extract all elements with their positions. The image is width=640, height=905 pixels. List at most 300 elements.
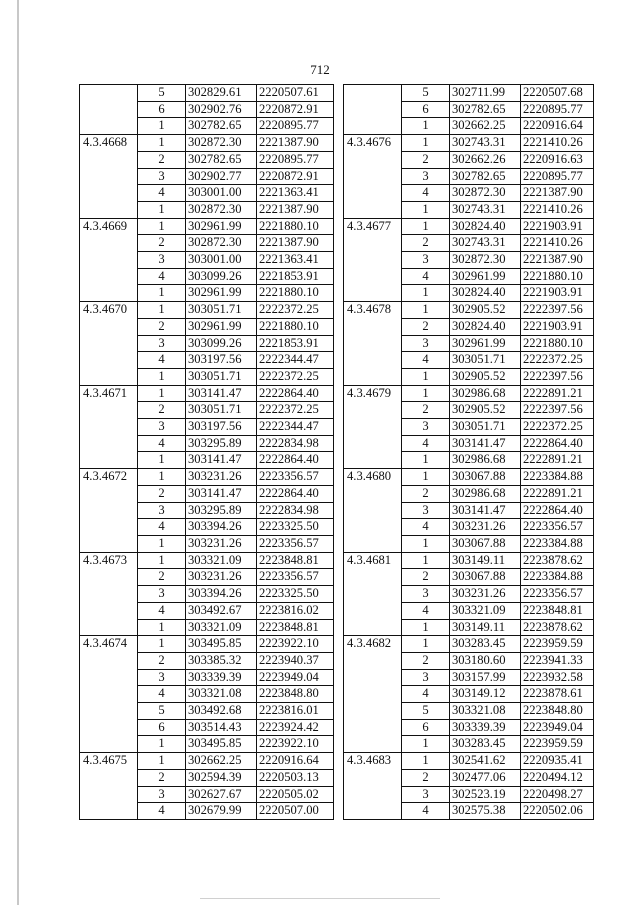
y-coordinate-cell: 2221387.90 [257,235,334,252]
table-row [344,352,594,369]
y-coordinate-cell: 2221387.90 [521,252,594,269]
point-number-cell: 1 [138,736,186,753]
plot-id-cell [80,185,138,202]
table-row [80,85,334,102]
plot-id-cell [80,519,138,536]
point-number-cell: 3 [402,586,450,603]
y-coordinate-cell: 2221880.10 [257,285,334,302]
y-coordinate-cell: 2222864.40 [257,452,334,469]
y-coordinate-cell: 2223922.10 [257,736,334,753]
y-coordinate-cell: 2223878.62 [521,619,594,636]
table-row [80,101,334,118]
y-coordinate-cell: 2221410.26 [521,135,594,152]
point-number-cell: 3 [138,502,186,519]
x-coordinate-cell: 303231.26 [450,586,521,603]
table-row [80,636,334,653]
x-coordinate-cell: 303394.26 [186,586,257,603]
plot-id-cell [80,368,138,385]
point-number-cell: 4 [138,803,186,820]
point-number-cell: 4 [402,519,450,536]
y-coordinate-cell: 2222344.47 [257,419,334,436]
table-row [344,335,594,352]
plot-id-cell [344,201,402,218]
plot-id-cell [344,185,402,202]
y-coordinate-cell: 2221903.91 [521,218,594,235]
x-coordinate-cell: 303051.71 [450,419,521,436]
table-row [80,368,334,385]
x-coordinate-cell: 303231.26 [450,519,521,536]
y-coordinate-cell: 2223932.58 [521,669,594,686]
table-row [344,552,594,569]
point-number-cell: 1 [138,552,186,569]
y-coordinate-cell: 2222891.21 [521,485,594,502]
x-coordinate-cell: 302743.31 [450,235,521,252]
point-number-cell: 1 [402,619,450,636]
y-coordinate-cell: 2223356.57 [257,469,334,486]
point-number-cell: 1 [402,385,450,402]
point-number-cell: 3 [402,419,450,436]
point-number-cell: 1 [402,135,450,152]
plot-id-cell [80,803,138,820]
y-coordinate-cell: 2220895.77 [521,101,594,118]
plot-id-cell [80,285,138,302]
y-coordinate-cell: 2222397.56 [521,368,594,385]
y-coordinate-cell: 2223356.57 [257,535,334,552]
plot-id-cell [344,85,402,102]
plot-id-cell [344,703,402,720]
y-coordinate-cell: 2220872.91 [257,168,334,185]
x-coordinate-cell: 302872.30 [450,185,521,202]
table-row [80,502,334,519]
y-coordinate-cell: 2221880.10 [257,218,334,235]
point-number-cell: 3 [138,669,186,686]
table-body-right [344,85,594,820]
x-coordinate-cell: 303149.11 [450,619,521,636]
point-number-cell: 4 [402,352,450,369]
plot-id-cell [344,419,402,436]
y-coordinate-cell: 2223356.57 [521,519,594,536]
plot-id-cell: 4.3.4673 [80,552,138,569]
plot-id-cell [80,703,138,720]
x-coordinate-cell: 303492.67 [186,602,257,619]
y-coordinate-cell: 2223878.62 [521,552,594,569]
point-number-cell: 1 [402,302,450,319]
y-coordinate-cell: 2221410.26 [521,201,594,218]
y-coordinate-cell: 2221387.90 [521,185,594,202]
plot-id-cell [344,118,402,135]
plot-id-cell [80,85,138,102]
x-coordinate-cell: 302872.30 [186,135,257,152]
point-number-cell: 2 [138,569,186,586]
point-number-cell: 2 [402,318,450,335]
plot-id-cell: 4.3.4675 [80,753,138,770]
x-coordinate-cell: 303157.99 [450,669,521,686]
plot-id-cell [344,535,402,552]
y-coordinate-cell: 2222864.40 [521,435,594,452]
x-coordinate-cell: 302905.52 [450,368,521,385]
point-number-cell: 4 [138,352,186,369]
x-coordinate-cell: 302905.52 [450,302,521,319]
table-row [80,419,334,436]
plot-id-cell [344,652,402,669]
x-coordinate-cell: 302961.99 [450,335,521,352]
table-row [80,703,334,720]
y-coordinate-cell: 2220916.64 [521,118,594,135]
table-row [344,435,594,452]
x-coordinate-cell: 303099.26 [186,335,257,352]
table-row [80,402,334,419]
table-row [80,318,334,335]
x-coordinate-cell: 302594.39 [186,769,257,786]
plot-id-cell [344,502,402,519]
table-row [344,652,594,669]
point-number-cell: 1 [138,535,186,552]
point-number-cell: 1 [138,302,186,319]
y-coordinate-cell: 2223940.37 [257,652,334,669]
table-row [344,419,594,436]
plot-id-cell: 4.3.4680 [344,469,402,486]
x-coordinate-cell: 302679.99 [186,803,257,820]
point-number-cell: 3 [402,669,450,686]
plot-id-cell: 4.3.4676 [344,135,402,152]
plot-id-cell [80,686,138,703]
plot-id-cell [344,519,402,536]
x-coordinate-cell: 302872.30 [186,235,257,252]
y-coordinate-cell: 2223941.33 [521,652,594,669]
x-coordinate-cell: 303141.47 [186,385,257,402]
table-row [344,769,594,786]
x-coordinate-cell: 303067.88 [450,569,521,586]
point-number-cell: 3 [402,335,450,352]
y-coordinate-cell: 2222834.98 [257,502,334,519]
table-row [344,569,594,586]
y-coordinate-cell: 2223922.10 [257,636,334,653]
x-coordinate-cell: 302782.65 [450,101,521,118]
point-number-cell: 6 [138,101,186,118]
table-row [80,302,334,319]
point-number-cell: 1 [402,452,450,469]
plot-id-cell [80,435,138,452]
point-number-cell: 2 [138,235,186,252]
scan-bottom-line [200,898,440,899]
table-row [80,168,334,185]
x-coordinate-cell: 302872.30 [186,201,257,218]
plot-id-cell [80,118,138,135]
y-coordinate-cell: 2220507.68 [521,85,594,102]
table-row [344,318,594,335]
point-number-cell: 5 [402,85,450,102]
x-coordinate-cell: 303321.09 [450,602,521,619]
point-number-cell: 5 [402,703,450,720]
plot-id-cell: 4.3.4671 [80,385,138,402]
table-row [80,201,334,218]
x-coordinate-cell: 302541.62 [450,753,521,770]
table-row [80,602,334,619]
x-coordinate-cell: 303149.12 [450,686,521,703]
x-coordinate-cell: 303295.89 [186,435,257,452]
x-coordinate-cell: 302961.99 [186,318,257,335]
table-row [80,235,334,252]
plot-id-cell [80,736,138,753]
point-number-cell: 1 [402,285,450,302]
plot-id-cell [80,168,138,185]
table-row [80,519,334,536]
plot-id-cell [80,101,138,118]
table-row [344,519,594,536]
y-coordinate-cell: 2223356.57 [257,569,334,586]
y-coordinate-cell: 2223356.57 [521,586,594,603]
point-number-cell: 3 [138,586,186,603]
y-coordinate-cell: 2223959.59 [521,636,594,653]
plot-id-cell [344,402,402,419]
x-coordinate-cell: 302986.68 [450,385,521,402]
x-coordinate-cell: 302902.77 [186,168,257,185]
point-number-cell: 1 [138,285,186,302]
plot-id-cell [344,569,402,586]
plot-id-cell [344,452,402,469]
table-row [344,402,594,419]
plot-id-cell [344,769,402,786]
point-number-cell: 2 [138,652,186,669]
x-coordinate-cell: 302824.40 [450,285,521,302]
table-row [344,185,594,202]
table-row [344,803,594,820]
plot-id-cell: 4.3.4678 [344,302,402,319]
x-coordinate-cell: 303180.60 [450,652,521,669]
plot-id-cell [80,586,138,603]
plot-id-cell [80,502,138,519]
table-row [344,302,594,319]
point-number-cell: 4 [138,686,186,703]
plot-id-cell [344,719,402,736]
point-number-cell: 1 [138,469,186,486]
plot-id-cell [344,669,402,686]
table-row [344,786,594,803]
plot-id-cell [344,285,402,302]
point-number-cell: 2 [138,318,186,335]
plot-id-cell [344,586,402,603]
x-coordinate-cell: 302662.26 [450,151,521,168]
x-coordinate-cell: 303067.88 [450,469,521,486]
y-coordinate-cell: 2220498.27 [521,786,594,803]
x-coordinate-cell: 303051.71 [186,302,257,319]
plot-id-cell [344,602,402,619]
table-row [80,118,334,135]
x-coordinate-cell: 303492.68 [186,703,257,720]
table-row [80,252,334,269]
plot-id-cell [80,652,138,669]
plot-id-cell [80,669,138,686]
y-coordinate-cell: 2223878.61 [521,686,594,703]
x-coordinate-cell: 302872.30 [450,252,521,269]
point-number-cell: 2 [402,569,450,586]
plot-id-cell [344,786,402,803]
point-number-cell: 1 [138,753,186,770]
table-row [80,652,334,669]
point-number-cell: 2 [138,769,186,786]
table-row [80,452,334,469]
plot-id-cell [80,252,138,269]
y-coordinate-cell: 2223848.81 [521,602,594,619]
plot-id-cell [80,452,138,469]
plot-id-cell [80,268,138,285]
plot-id-cell [344,736,402,753]
table-row [80,719,334,736]
x-coordinate-cell: 302477.06 [450,769,521,786]
y-coordinate-cell: 2221363.41 [257,185,334,202]
x-coordinate-cell: 303321.08 [450,703,521,720]
table-row [80,552,334,569]
x-coordinate-cell: 302782.65 [186,118,257,135]
point-number-cell: 4 [138,435,186,452]
point-number-cell: 1 [138,385,186,402]
point-number-cell: 2 [138,402,186,419]
x-coordinate-cell: 302961.99 [450,268,521,285]
y-coordinate-cell: 2223325.50 [257,586,334,603]
table-row [344,385,594,402]
x-coordinate-cell: 302824.40 [450,318,521,335]
point-number-cell: 4 [138,602,186,619]
x-coordinate-cell: 303295.89 [186,502,257,519]
x-coordinate-cell: 303001.00 [186,252,257,269]
point-number-cell: 1 [402,535,450,552]
x-coordinate-cell: 302662.25 [450,118,521,135]
plot-id-cell: 4.3.4682 [344,636,402,653]
plot-id-cell [344,168,402,185]
x-coordinate-cell: 302743.31 [450,135,521,152]
y-coordinate-cell: 2221903.91 [521,285,594,302]
x-coordinate-cell: 302782.65 [450,168,521,185]
table-row [344,485,594,502]
y-coordinate-cell: 2221880.10 [521,335,594,352]
x-coordinate-cell: 302986.68 [450,485,521,502]
table-row [80,385,334,402]
y-coordinate-cell: 2223816.02 [257,602,334,619]
table-row [80,535,334,552]
y-coordinate-cell: 2220895.77 [257,118,334,135]
x-coordinate-cell: 303197.56 [186,352,257,369]
point-number-cell: 2 [402,769,450,786]
y-coordinate-cell: 2223848.80 [521,703,594,720]
point-number-cell: 1 [402,736,450,753]
table-row [80,569,334,586]
x-coordinate-cell: 302829.61 [186,85,257,102]
point-number-cell: 4 [138,268,186,285]
plot-id-cell [344,335,402,352]
x-coordinate-cell: 302662.25 [186,753,257,770]
table-row [344,535,594,552]
plot-id-cell: 4.3.4670 [80,302,138,319]
y-coordinate-cell: 2220895.77 [521,168,594,185]
x-coordinate-cell: 303495.85 [186,636,257,653]
plot-id-cell [344,268,402,285]
x-coordinate-cell: 303283.45 [450,736,521,753]
y-coordinate-cell: 2223949.04 [257,669,334,686]
y-coordinate-cell: 2222891.21 [521,385,594,402]
x-coordinate-cell: 303141.47 [450,435,521,452]
table-row [344,135,594,152]
plot-id-cell [80,602,138,619]
y-coordinate-cell: 2220503.13 [257,769,334,786]
y-coordinate-cell: 2221880.10 [257,318,334,335]
y-coordinate-cell: 2222891.21 [521,452,594,469]
table-row [344,252,594,269]
y-coordinate-cell: 2222344.47 [257,352,334,369]
coordinates-table-left [79,84,334,820]
point-number-cell: 1 [138,118,186,135]
table-row [80,268,334,285]
plot-id-cell [344,101,402,118]
table-row [344,719,594,736]
x-coordinate-cell: 303339.39 [186,669,257,686]
x-coordinate-cell: 302523.19 [450,786,521,803]
table-row [344,85,594,102]
point-number-cell: 1 [402,368,450,385]
point-number-cell: 4 [402,686,450,703]
point-number-cell: 6 [138,719,186,736]
point-number-cell: 1 [138,368,186,385]
point-number-cell: 1 [402,218,450,235]
x-coordinate-cell: 303495.85 [186,736,257,753]
table-row [344,218,594,235]
plot-id-cell [344,318,402,335]
plot-id-cell [80,151,138,168]
x-coordinate-cell: 303231.26 [186,535,257,552]
table-row [80,769,334,786]
x-coordinate-cell: 302986.68 [450,452,521,469]
table-row [344,201,594,218]
point-number-cell: 1 [138,135,186,152]
x-coordinate-cell: 303141.47 [450,502,521,519]
point-number-cell: 5 [138,85,186,102]
point-number-cell: 3 [402,252,450,269]
y-coordinate-cell: 2222372.25 [257,302,334,319]
plot-id-cell: 4.3.4674 [80,636,138,653]
y-coordinate-cell: 2223848.81 [257,619,334,636]
point-number-cell: 2 [138,485,186,502]
y-coordinate-cell: 2222372.25 [521,419,594,436]
y-coordinate-cell: 2223848.81 [257,552,334,569]
table-row [80,753,334,770]
x-coordinate-cell: 303149.11 [450,552,521,569]
point-number-cell: 3 [138,252,186,269]
coordinates-table-right [343,84,594,820]
table-row [344,686,594,703]
x-coordinate-cell: 303197.56 [186,419,257,436]
x-coordinate-cell: 302627.67 [186,786,257,803]
x-coordinate-cell: 303051.71 [186,368,257,385]
plot-id-cell [344,352,402,369]
point-number-cell: 4 [402,435,450,452]
point-number-cell: 4 [138,185,186,202]
table-row [80,669,334,686]
table-row [344,268,594,285]
y-coordinate-cell: 2223848.80 [257,686,334,703]
y-coordinate-cell: 2223325.50 [257,519,334,536]
x-coordinate-cell: 303339.39 [450,719,521,736]
point-number-cell: 3 [138,419,186,436]
y-coordinate-cell: 2221410.26 [521,235,594,252]
point-number-cell: 3 [138,786,186,803]
table-row [80,469,334,486]
y-coordinate-cell: 2222372.25 [521,352,594,369]
plot-id-cell: 4.3.4683 [344,753,402,770]
y-coordinate-cell: 2220935.41 [521,753,594,770]
plot-id-cell [80,535,138,552]
y-coordinate-cell: 2221853.91 [257,335,334,352]
table-row [344,502,594,519]
y-coordinate-cell: 2220916.64 [257,753,334,770]
